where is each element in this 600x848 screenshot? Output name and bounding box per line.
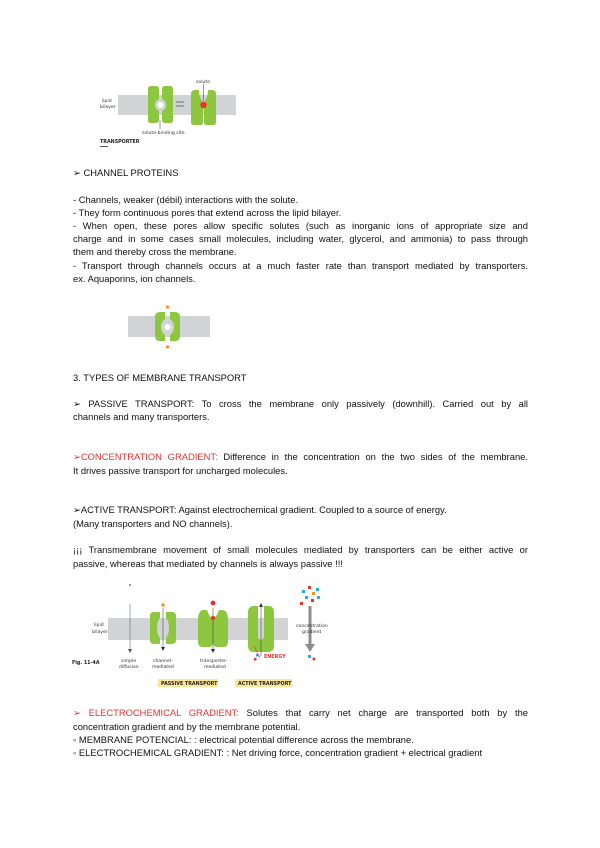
transporter-figure	[96, 78, 246, 150]
solute-label: solute	[196, 80, 211, 85]
passive-line-b: channels and many transporters.	[73, 411, 210, 422]
concentration-text-a: Difference in the concentration on the two sides of the membrane.	[217, 451, 528, 462]
passive-line-a: ➢ PASSIVE TRANSPORT: To cross the membrane only passively (downhill). Carried out by all	[73, 398, 528, 409]
channel-line-2: - They form continuous pores that extend across the lipid bilayer.	[73, 207, 342, 218]
electro-line-b: concentration gradient and by the membrane potential.	[73, 721, 301, 732]
types-transporter-protein	[198, 601, 228, 653]
solute-dot-top	[166, 305, 169, 308]
channel-line-4a: - Transport through channels occurs at a much faster rate than transport mediated by transporters.	[73, 260, 528, 271]
passive-bar-label: PASSIVE TRANSPORT	[161, 682, 218, 687]
note-line-a: ¡¡¡ Transmembrane movement of small molecules mediated by transporters can be either active or	[73, 544, 528, 555]
channel-line-3b: charge and in some cases small molecules, including water, glycerol, and ammonia) to pass through	[73, 233, 528, 244]
channel-line-1: - Channels, weaker (débil) interactions with the solute.	[73, 194, 299, 205]
electro-label: ➢ ELECTROCHEMICAL GRADIENT:	[73, 707, 239, 718]
membrane-potential-line: ◦ MEMBRANE POTENCIAL: : electrical potential difference across the membrane.	[73, 734, 414, 745]
concentration-label: ➢CONCENTRATION GRADIENT:	[73, 451, 218, 462]
transport-types-figure	[72, 582, 340, 692]
energy-label: ENERGY	[264, 655, 286, 660]
binding-site-label: solute-binding site	[142, 131, 185, 136]
concentration-line-b: It drives passive transport for uncharged molecules.	[73, 465, 288, 476]
bilayer-label: bilayer	[100, 105, 116, 110]
simple-label: simple	[121, 659, 137, 664]
transporter-mediated-label-2: mediated	[204, 665, 226, 670]
conc-label-1: concentration	[296, 624, 328, 629]
active-bar-label: ACTIVE TRANSPORT	[238, 682, 292, 687]
transporter-protein-b	[191, 84, 216, 125]
electro-line-a	[73, 706, 528, 719]
types-heading: 3. TYPES OF MEMBRANE TRANSPORT	[73, 372, 247, 383]
types-channel-protein	[150, 603, 176, 651]
transporter-mediated-label-1: transporter-	[200, 659, 228, 664]
active-line-b: (Many transporters and NO channels).	[73, 518, 233, 529]
types-bilayer-label: bilayer	[92, 630, 108, 635]
fig-label: Fig. 11-4A	[72, 661, 100, 666]
types-active-transporter	[248, 603, 274, 661]
electrochemical-gradient-line: ◦ ELECTROCHEMICAL GRADIENT: : Net driving force, concentration gradient + electrical gradient	[73, 747, 483, 758]
solute-dot-bottom	[166, 345, 169, 348]
diffusion-label: diffusion	[119, 665, 139, 670]
channel-line-3a: - When open, these pores allow specific solutes (such as inorganic ions of appropriate size and	[73, 220, 528, 231]
note-line-b: passive, whereas that mediated by channels is always passive !!!	[73, 558, 343, 569]
conc-label-2: gradient	[302, 630, 322, 635]
channel-line-4b: ex. Aquaporins, ion channels.	[73, 273, 196, 284]
channel-heading: ➢ CHANNEL PROTEINS	[73, 167, 179, 178]
active-line-a: ➢ACTIVE TRANSPORT: Against electrochemical gradient. Coupled to a source of energy.	[73, 504, 447, 515]
channel-figure	[128, 304, 210, 350]
channel-mediated-label-2: mediated	[152, 665, 174, 670]
channel-line-3c: them and thereby cross the membrane.	[73, 246, 237, 257]
concentration-line-a	[73, 450, 528, 463]
lipid-label: lipid	[102, 99, 112, 104]
electro-text-a: Solutes that carry net charge are transported both by the	[238, 707, 528, 718]
transporter-protein-a	[148, 86, 173, 123]
lipid-bilayer-band	[118, 95, 236, 115]
types-lipid-label: lipid	[94, 623, 104, 628]
transporter-label: TRANSPORTER	[100, 140, 140, 145]
channel-mediated-label-1: channel-	[153, 659, 173, 664]
